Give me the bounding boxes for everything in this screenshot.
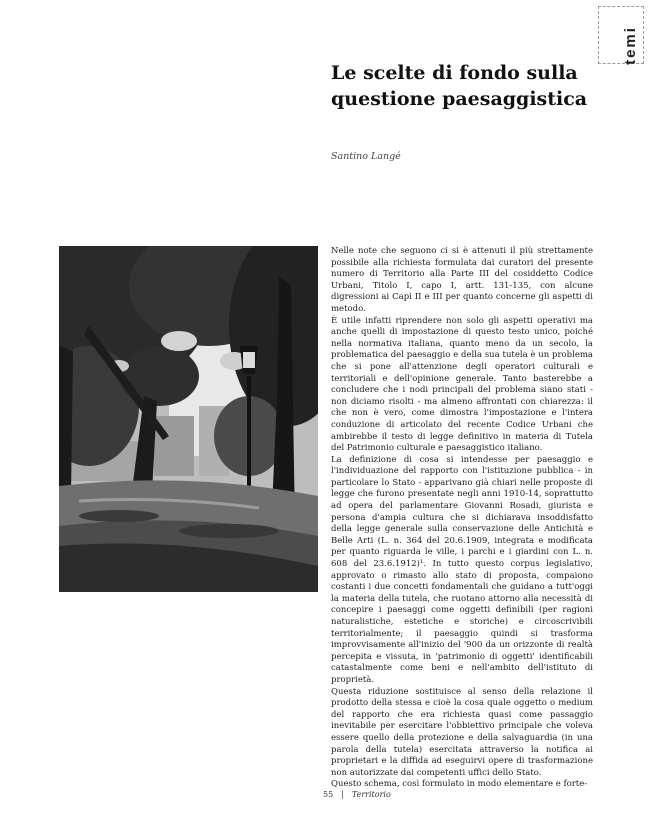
body-paragraph: È utile infatti riprendere non solo gli aspetti operativi ma anche quelli di impostazione di questo testo unico, poiché nella normativa italiana, quanto meno da un secolo, la problematica del paesaggio e della sua tutela è un problema che si pone all'attenzione degli operatori culturali e territoriali e dell'opinione generale. Tanto basterebbe a concludere che i nodi principali del problema siano stati - non diciamo risolti - ma almeno affrontati con chiarezza: il che non è vero, come dimostra l'impostazione e l'intera conduzione di articolato del recente Codice Urbani che ambirebbe il testo di legge definitivo in materia di Tutela del Patrimonio culturale e paesaggistico italiano. (331, 315, 593, 454)
body-paragraph: La definizione di cosa si intendesse per paesaggio e l'individuazione del rapporto con l'istituzione pubblica - in particolare lo Stato - apparivano già chiari nelle proposte di legge che furono presentate negli anni 1910-14, soprattutto ad opera del parlamentare Giovanni Rosadi, giurista e persona d'ampia cultura che si dichiarava insoddisfatto della legge generale sulla conservazione delle Antichità e Belle Arti (L. n. 364 del 20.6.1909, integrata e modificata per quanto riguarda le ville, i parchi e i giardini con L. n. 608 del 23.6.1912)¹. In tutto questo corpus legislativo, approvato o rimasto allo stato di proposta, compaiono costanti i due concetti fondamentali che guidano a tutt'oggi la materia della tutela, che ruotano attorno alla necessità di concepire i paesaggi come oggetti definibili (per ragioni naturalistiche, estetiche e storiche) e circoscrivibili territorialmente; il paesaggio quindi si trasforma improvvisamente all'inizio del '900 da un orizzonte di realtà percepita e vissuta, in 'patrimonio di oggetti' identificabili catastalmente come beni e nell'ambito dell'istituto di proprietà. (331, 454, 593, 685)
body-paragraph: Nelle note che seguono ci si è attenuti il più strettamente possibile alla richiesta formulata dai curatori del presente numero di Territorio alla Parte III del cosiddetto Codice Urbani, Titolo I, capo I, artt. 131-135, con alcune digressioni ai Capi II e III per quanto concerne gli aspetti di metodo. (331, 246, 593, 314)
journal-name: Territorio (351, 790, 391, 799)
article-title: Le scelte di fondo sulla questione paesaggistica (331, 62, 588, 110)
section-tag-label: temi (621, 26, 639, 65)
article-author: Santino Langé (331, 151, 401, 162)
body-paragraph: Questa riduzione sostituisce al senso della relazione il prodotto della stessa e cioè la cosa quale oggetto o medium del rapporto che era richiesta quasi come passaggio inevitabile per esercitare l'obbiettivo principale che voleva essere quello della protezione e della salvaguardia (in una parola della tutela) esercitata attraverso la notifica ai proprietari e la diffida ad eseguirvi opere di trasformazione non autorizzate dai competenti uffici dello Stato. (331, 686, 593, 778)
body-paragraph: Questo schema, così formulato in modo elementare e forte- (331, 779, 588, 790)
footer-separator: | (341, 790, 344, 799)
page-number: 55 (323, 790, 334, 799)
park-photo (59, 246, 318, 592)
page-footer (323, 790, 391, 799)
section-tag (598, 6, 644, 64)
article-body (331, 246, 593, 791)
